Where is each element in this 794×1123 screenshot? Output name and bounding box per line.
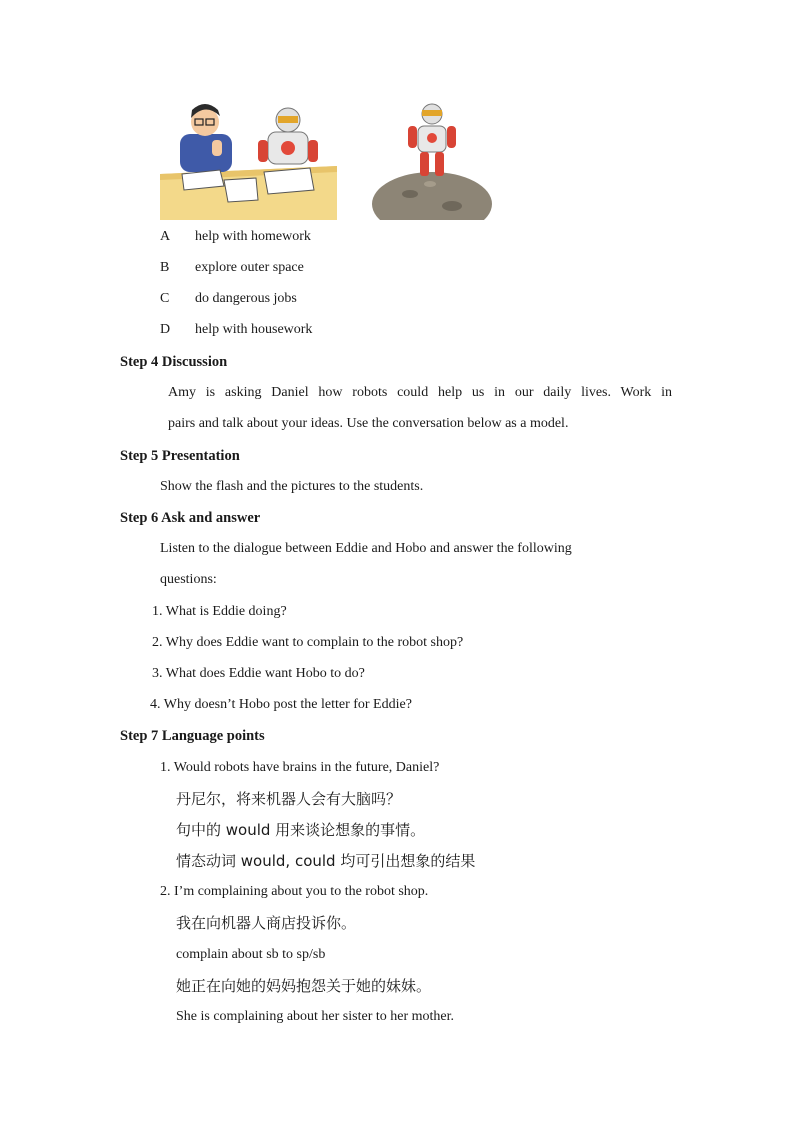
option-letter: A	[160, 229, 171, 244]
question-2: 2. Why does Eddie want to complain to the robot shop?	[152, 635, 464, 650]
step6-text-line1: Listen to the dialogue between Eddie and Hobo and answer the following	[160, 541, 572, 556]
option-text: help with homework	[195, 229, 311, 244]
option-b	[160, 259, 304, 277]
option-d	[160, 321, 312, 339]
language-point-2-example: She is complaining about her sister to her mother.	[176, 1009, 455, 1024]
step4-heading: Step 4 Discussion	[120, 354, 228, 370]
language-point-1: 1. Would robots have brains in the future, Daniel?	[160, 760, 440, 775]
language-point-1-translation: 丹尼尔，将来机器人会有大脑吗？	[176, 790, 402, 808]
question-4: 4. Why doesn’t Hobo post the letter for Eddie?	[150, 697, 412, 712]
step6-text-line2: questions:	[160, 572, 217, 587]
step5-text: Show the flash and the pictures to the students.	[160, 479, 424, 494]
option-text: explore outer space	[195, 260, 304, 275]
option-text: do dangerous jobs	[195, 291, 297, 306]
option-a	[160, 228, 311, 246]
step6-heading: Step 6 Ask and answer	[120, 510, 261, 526]
step7-heading: Step 7 Language points	[120, 728, 265, 744]
moon-scene-picture	[370, 96, 494, 220]
language-point-2: 2. I’m complaining about you to the robot shop.	[160, 884, 429, 899]
language-point-2-pattern: complain about sb to sp/sb	[176, 947, 326, 962]
step4-text-line1: Amy is asking Daniel how robots could help us in our daily lives. Work in	[168, 385, 672, 400]
option-text: help with housework	[195, 322, 313, 337]
language-point-1-note: 句中的 would 用来谈论想象的事情。	[176, 821, 426, 839]
option-letter: C	[160, 291, 170, 306]
language-point-2-translation2: 她正在向她的妈妈抱怨关于她的妹妹。	[176, 977, 432, 995]
language-point-1-note2: 情态动词 would, could 均可引出想象的结果	[176, 852, 476, 870]
option-letter: D	[160, 322, 171, 337]
option-c	[160, 290, 297, 308]
option-letter: B	[160, 260, 170, 275]
question-1: 1. What is Eddie doing?	[152, 604, 287, 619]
step5-heading: Step 5 Presentation	[120, 448, 240, 464]
language-point-2-translation: 我在向机器人商店投诉你。	[176, 914, 357, 932]
study-scene-picture	[160, 96, 337, 220]
step4-text-line2: pairs and talk about your ideas. Use the conversation below as a model.	[168, 416, 569, 431]
question-3: 3. What does Eddie want Hobo to do?	[152, 666, 365, 681]
